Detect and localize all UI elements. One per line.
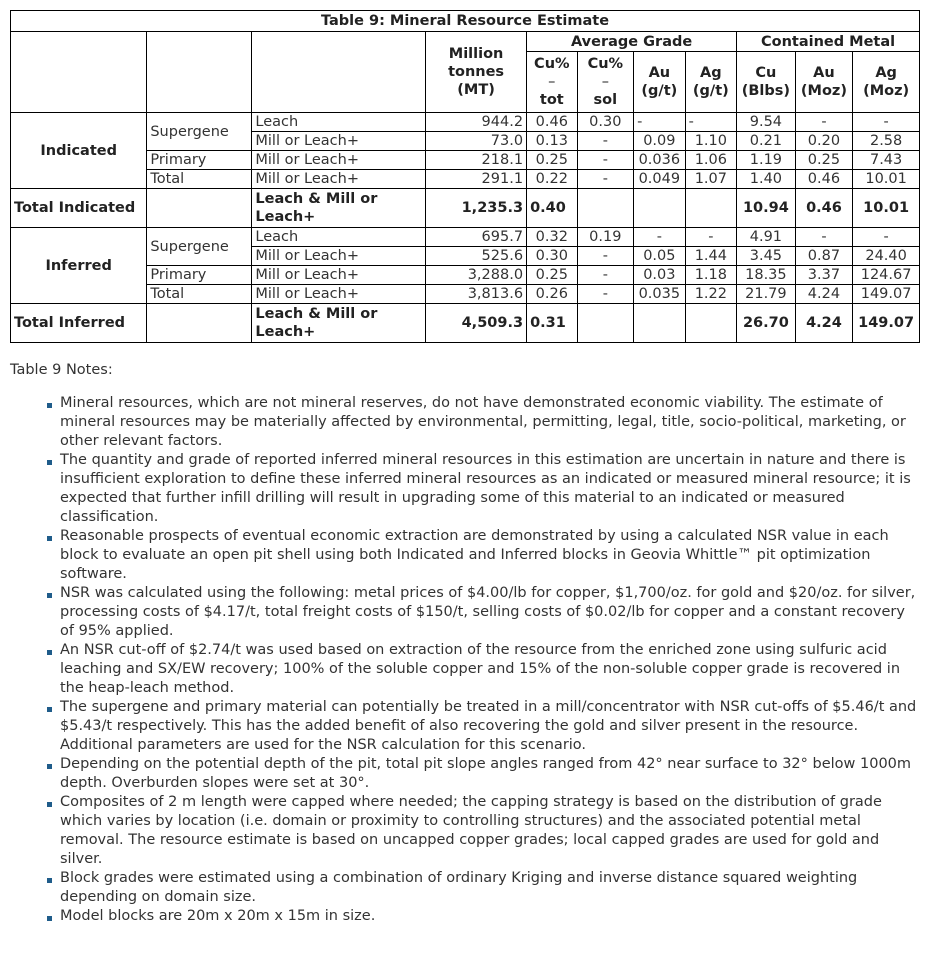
cu-blbs-cell: 26.70: [737, 304, 796, 343]
process-cell: Mill or Leach+: [252, 266, 426, 285]
table-row: [11, 113, 920, 132]
au-moz-cell: 0.46: [795, 170, 853, 189]
square-bullet-icon: [47, 878, 52, 883]
process-cell: Mill or Leach+: [252, 170, 426, 189]
cu-tot-cell: 0.22: [527, 170, 577, 189]
notes-list: [10, 394, 920, 926]
process-cell: Mill or Leach+: [252, 151, 426, 170]
ag-gt-cell: 1.44: [685, 247, 737, 266]
cu-sol-cell: [577, 189, 634, 228]
ag-gt-cell: [685, 304, 737, 343]
mt-cell: 525.6: [426, 247, 527, 266]
cu-sol-cell: 0.19: [577, 228, 634, 247]
au-moz-cell: 0.20: [795, 132, 853, 151]
square-bullet-icon: [47, 650, 52, 655]
ag-moz-cell: 2.58: [853, 132, 920, 151]
ag-moz-cell: 149.07: [853, 304, 920, 343]
zone-cell: Supergene: [147, 113, 252, 151]
ag-moz-cell: 149.07: [853, 285, 920, 304]
header-cu-blbs: Cu (Blbs): [737, 52, 796, 113]
class-inferred: Inferred: [11, 228, 147, 304]
au-moz-cell: 0.87: [795, 247, 853, 266]
ag-moz-cell: 10.01: [853, 189, 920, 228]
zone-cell: Total: [147, 285, 252, 304]
cu-tot-cell: 0.26: [527, 285, 577, 304]
au-moz-cell: 3.37: [795, 266, 853, 285]
au-gt-cell: 0.09: [634, 132, 686, 151]
process-cell: Mill or Leach+: [252, 285, 426, 304]
ag-gt-cell: -: [685, 228, 737, 247]
au-gt-cell: -: [634, 228, 686, 247]
process-cell: Leach: [252, 113, 426, 132]
cu-blbs-cell: 1.40: [737, 170, 796, 189]
list-item: Composites of 2 m length were capped where needed; the capping strategy is based on the distribution of grade which varies by location (i.e. domain or proximity to controlling structures) and the associated potential metal removal. The resource estimate is based on uncapped copper grades; local capped grades are used for gold and silver.: [59, 793, 920, 869]
cu-blbs-cell: 0.21: [737, 132, 796, 151]
header-cu-sol: Cu% – sol: [577, 52, 634, 113]
cu-tot-cell: 0.25: [527, 266, 577, 285]
au-moz-cell: 4.24: [795, 285, 853, 304]
ag-moz-cell: 24.40: [853, 247, 920, 266]
zone-cell: Total: [147, 170, 252, 189]
blank-cell: [147, 304, 252, 343]
notes-title: Table 9 Notes:: [10, 362, 113, 378]
cu-blbs-cell: 3.45: [737, 247, 796, 266]
ag-moz-cell: 10.01: [853, 170, 920, 189]
table-row: [11, 170, 920, 189]
au-moz-cell: 0.46: [795, 189, 853, 228]
class-indicated: Indicated: [11, 113, 147, 189]
cu-sol-cell: [577, 304, 634, 343]
au-gt-cell: 0.03: [634, 266, 686, 285]
process-cell: Leach & Mill or Leach+: [252, 189, 426, 228]
cu-blbs-cell: 21.79: [737, 285, 796, 304]
square-bullet-icon: [47, 403, 52, 408]
cu-tot-cell: 0.30: [527, 247, 577, 266]
header-cu-tot: Cu% – tot: [527, 52, 577, 113]
mt-cell: 291.1: [426, 170, 527, 189]
square-bullet-icon: [47, 707, 52, 712]
list-item: NSR was calculated using the following: metal prices of $4.00/lb for copper, $1,700/oz. for gold and $20/oz. for silver, processing costs of $4.17/t, total freight costs of $150/t, selling costs of $0.02/lb for copper and a constant recovery of 95% applied.: [59, 584, 920, 641]
au-moz-cell: -: [795, 113, 853, 132]
header-blank-process: [252, 32, 426, 113]
cu-sol-cell: -: [577, 247, 634, 266]
mt-cell: 73.0: [426, 132, 527, 151]
list-item: Reasonable prospects of eventual economic extraction are demonstrated by using a calculated NSR value in each block to evaluate an open pit shell using both Indicated and Inferred blocks in Geovia Whittle™ pit optimization software.: [59, 527, 920, 584]
mt-cell: 4,509.3: [426, 304, 527, 343]
ag-gt-cell: 1.22: [685, 285, 737, 304]
cu-tot-cell: 0.13: [527, 132, 577, 151]
au-gt-cell: 0.049: [634, 170, 686, 189]
ag-moz-cell: 124.67: [853, 266, 920, 285]
cu-tot-cell: 0.40: [527, 189, 577, 228]
mt-cell: 695.7: [426, 228, 527, 247]
cu-sol-cell: 0.30: [577, 113, 634, 132]
zone-cell: Supergene: [147, 228, 252, 266]
table-row: [11, 266, 920, 285]
table-row: [11, 285, 920, 304]
mt-cell: 218.1: [426, 151, 527, 170]
ag-gt-cell: 1.10: [685, 132, 737, 151]
au-gt-cell: 0.036: [634, 151, 686, 170]
au-moz-cell: -: [795, 228, 853, 247]
header-blank-class: [11, 32, 147, 113]
list-item: Model blocks are 20m x 20m x 15m in size.: [59, 907, 920, 926]
header-au-moz: Au (Moz): [795, 52, 853, 113]
table-title: Table 9: Mineral Resource Estimate: [11, 11, 920, 32]
header-row-1: [11, 32, 920, 52]
cu-sol-cell: -: [577, 132, 634, 151]
header-blank-zone: [147, 32, 252, 113]
process-cell: Mill or Leach+: [252, 247, 426, 266]
au-gt-cell: 0.05: [634, 247, 686, 266]
cu-tot-cell: 0.25: [527, 151, 577, 170]
ag-gt-cell: [685, 189, 737, 228]
process-cell: Leach: [252, 228, 426, 247]
square-bullet-icon: [47, 916, 52, 921]
list-item: Mineral resources, which are not mineral reserves, do not have demonstrated economic viability. The estimate of mineral resources may be materially affected by environmental, permitting, legal, title, socio-political, marketing, or other relevant factors.: [59, 394, 920, 451]
table-row: [11, 151, 920, 170]
ag-moz-cell: -: [853, 228, 920, 247]
cu-blbs-cell: 10.94: [737, 189, 796, 228]
au-gt-cell: -: [634, 113, 686, 132]
process-cell: Mill or Leach+: [252, 132, 426, 151]
cu-blbs-cell: 1.19: [737, 151, 796, 170]
total-inferred-label: Total Inferred: [11, 304, 147, 343]
square-bullet-icon: [47, 764, 52, 769]
mt-cell: 944.2: [426, 113, 527, 132]
au-gt-cell: [634, 304, 686, 343]
blank-cell: [147, 189, 252, 228]
list-item: The supergene and primary material can potentially be treated in a mill/concentrator with NSR cut-offs of $5.46/t and $5.43/t respectively. This has the added benefit of also recovering the gold and silver present in the resource. Additional parameters are used for the NSR calculation for this scenario.: [59, 698, 920, 755]
total-inferred-row: [11, 304, 920, 343]
cu-blbs-cell: 18.35: [737, 266, 796, 285]
header-ag-moz: Ag (Moz): [853, 52, 920, 113]
zone-cell: Primary: [147, 266, 252, 285]
ag-gt-cell: 1.18: [685, 266, 737, 285]
cu-sol-cell: -: [577, 151, 634, 170]
cu-tot-cell: 0.32: [527, 228, 577, 247]
au-gt-cell: [634, 189, 686, 228]
square-bullet-icon: [47, 536, 52, 541]
mt-cell: 1,235.3: [426, 189, 527, 228]
total-indicated-row: [11, 189, 920, 228]
zone-cell: Primary: [147, 151, 252, 170]
cu-blbs-cell: 9.54: [737, 113, 796, 132]
ag-moz-cell: -: [853, 113, 920, 132]
ag-gt-cell: -: [685, 113, 737, 132]
au-moz-cell: 0.25: [795, 151, 853, 170]
cu-sol-cell: -: [577, 170, 634, 189]
cu-blbs-cell: 4.91: [737, 228, 796, 247]
header-ag-gt: Ag (g/t): [685, 52, 737, 113]
table-row: [11, 228, 920, 247]
ag-gt-cell: 1.06: [685, 151, 737, 170]
mineral-resource-table: [10, 10, 920, 343]
au-gt-cell: 0.035: [634, 285, 686, 304]
header-contained-metal: Contained Metal: [737, 32, 920, 52]
ag-gt-cell: 1.07: [685, 170, 737, 189]
list-item: The quantity and grade of reported inferred mineral resources in this estimation are uncertain in nature and there is insufficient exploration to define these inferred mineral resources as an indicated or measured mineral resource; it is expected that further infill drilling will result in upgrading some of this material to an indicated or measured classification.: [59, 451, 920, 527]
list-item: An NSR cut-off of $2.74/t was used based on extraction of the resource from the enriched zone using sulfuric acid leaching and SX/EW recovery; 100% of the soluble copper and 15% of the non-soluble copper grade is recovered in the heap-leach method.: [59, 641, 920, 698]
list-item: Block grades were estimated using a combination of ordinary Kriging and inverse distance squared weighting depending on domain size.: [59, 869, 920, 907]
cu-sol-cell: -: [577, 266, 634, 285]
square-bullet-icon: [47, 802, 52, 807]
process-cell: Leach & Mill or Leach+: [252, 304, 426, 343]
square-bullet-icon: [47, 593, 52, 598]
au-moz-cell: 4.24: [795, 304, 853, 343]
total-indicated-label: Total Indicated: [11, 189, 147, 228]
ag-moz-cell: 7.43: [853, 151, 920, 170]
header-average-grade: Average Grade: [527, 32, 737, 52]
cu-tot-cell: 0.31: [527, 304, 577, 343]
cu-tot-cell: 0.46: [527, 113, 577, 132]
mt-cell: 3,813.6: [426, 285, 527, 304]
header-million-tonnes: Million tonnes (MT): [426, 32, 527, 113]
square-bullet-icon: [47, 460, 52, 465]
list-item: Depending on the potential depth of the pit, total pit slope angles ranged from 42° near surface to 32° below 1000m depth. Overburden slopes were set at 30°.: [59, 755, 920, 793]
cu-sol-cell: -: [577, 285, 634, 304]
mt-cell: 3,288.0: [426, 266, 527, 285]
header-au-gt: Au (g/t): [634, 52, 686, 113]
